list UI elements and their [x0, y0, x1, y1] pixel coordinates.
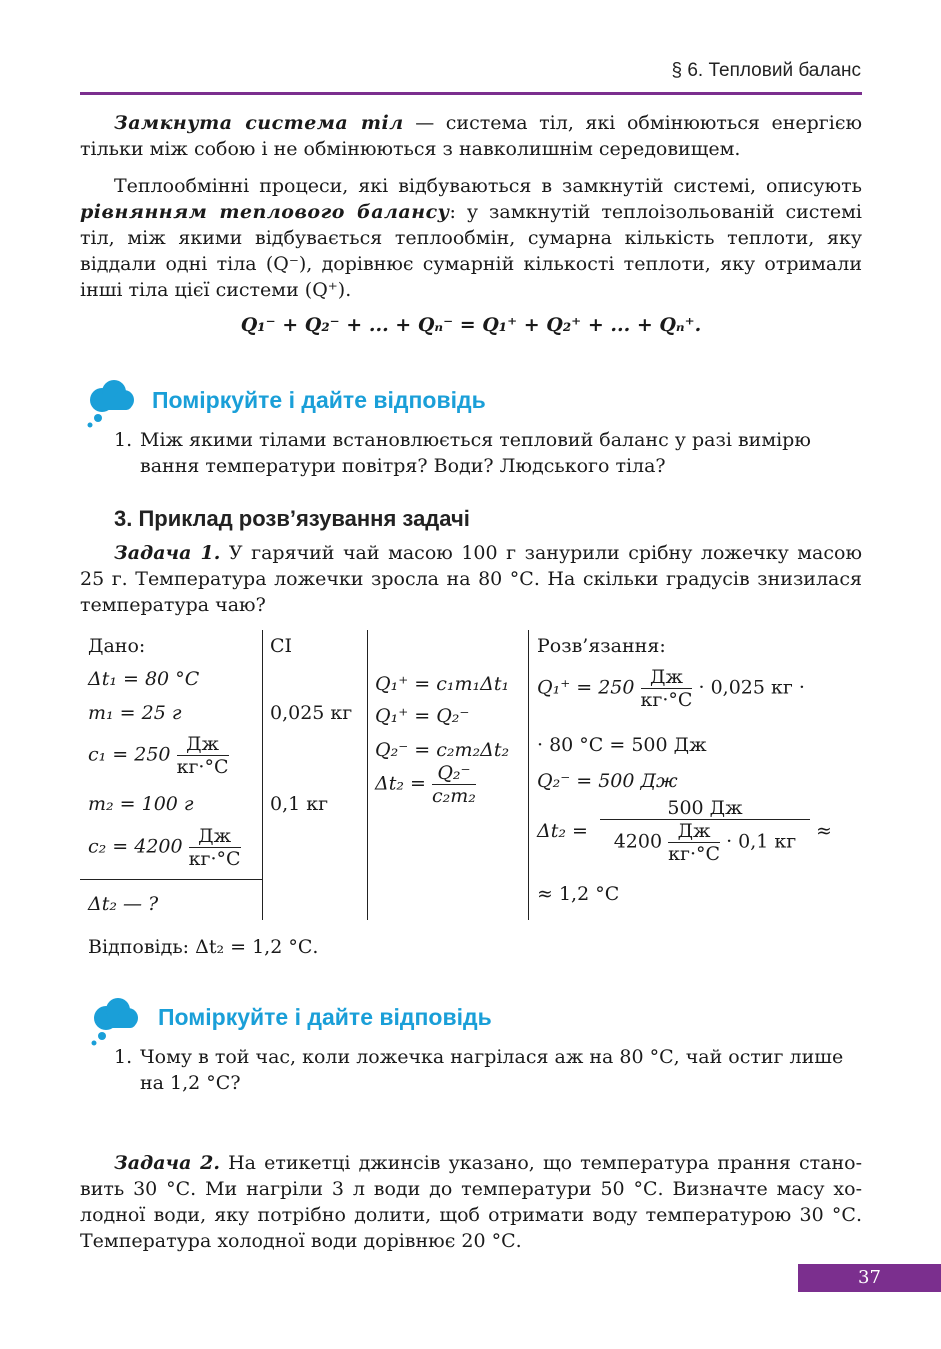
solution-step-3: Q₂⁻ = 500 Дж	[537, 770, 678, 792]
given-c2-lhs: c₂ = 4200	[88, 835, 183, 858]
task-1-text: У гарячий чай масою 100 г занурили срібну ложечку масою 25 г. Температура ложечки зросла на 80 °С. На скільки градусів знизилася температура чаю?	[80, 542, 862, 616]
solution-step-5: ≈ 1,2 °С	[537, 883, 620, 905]
think-title-1: Поміркуйте і дайте відповідь	[152, 387, 486, 413]
running-header: § 6. Тепловий баланс	[671, 60, 861, 81]
question-number: 1.	[114, 1046, 133, 1068]
unit-num: Дж	[189, 825, 241, 848]
balance-text-1: Теплообмінні процеси, які відбуваються в замкнутій системі, описують	[114, 175, 862, 197]
given-c2-unit	[189, 825, 241, 870]
answer-line: Відповідь: Δt₂ = 1,2 °С.	[88, 936, 319, 958]
cloud-thought-icon	[88, 996, 140, 1048]
given-c2	[88, 825, 241, 870]
formula-4-den: c₂m₂	[431, 785, 476, 807]
formula-4-frac	[432, 762, 476, 807]
si-m2: 0,1 кг	[270, 793, 329, 815]
si-header: СІ	[270, 635, 293, 657]
solution-4-unit	[668, 820, 720, 865]
given-c1-unit	[177, 733, 229, 778]
formula-1: Q₁⁺ = c₁m₁Δt₁	[375, 673, 510, 695]
task-2-label: Задача 2.	[114, 1152, 220, 1174]
question-number: 1.	[114, 429, 133, 451]
formula-3: Q₂⁻ = c₂m₂Δt₂	[375, 739, 510, 761]
given-c1	[88, 733, 229, 778]
header-rule	[80, 92, 862, 95]
unit-den: кг·°С	[176, 756, 229, 778]
solution-4-den-lhs: 4200	[613, 830, 663, 853]
question-line-1: Між якими тілами встановлюється тепловий баланс у разі вимірю	[140, 429, 811, 451]
given-find: Δt₂ — ?	[88, 893, 159, 915]
definition-text: — система тіл, які обмінюються енергією тільки між собою і не обмінюються з навколишнім середовищем.	[80, 112, 863, 160]
solution-4-den	[600, 820, 810, 865]
task-2-paragraph	[80, 1150, 862, 1254]
table-divider-3	[528, 630, 529, 920]
formula-4	[375, 762, 476, 807]
given-m2: m₂ = 100 г	[88, 793, 194, 815]
term-heat-balance: рівнянням теплового балансу	[80, 201, 450, 223]
definition-paragraph	[80, 110, 862, 162]
solution-step-4	[537, 797, 832, 865]
given-rule	[80, 879, 262, 880]
formula-4-lhs: Δt₂ =	[375, 772, 426, 795]
unit-num: Дж	[668, 820, 720, 843]
given-header: Дано:	[88, 635, 146, 657]
solution-1-rhs: · 0,025 кг ·	[698, 676, 805, 699]
solution-4-den-rhs: · 0,1 кг	[726, 830, 797, 853]
unit-num: Дж	[177, 733, 229, 756]
table-divider-1	[262, 630, 263, 920]
balance-text-2: : у замкнутій теплоізольованій системі тіл, між якими відбувається теплообмін, сумарна кількість теплоти, яку віддали одні тіла (Q⁻), дорівнює сумарній кількості теплоти, яку отримали інші тіла цієї системи (Q⁺).	[80, 201, 862, 301]
solution-step-2: · 80 °С = 500 Дж	[537, 734, 707, 756]
given-m1: m₁ = 25 г	[88, 702, 182, 724]
solution-4-lhs: Δt₂ =	[537, 820, 588, 842]
given-dt1: Δt₁ = 80 °С	[88, 668, 200, 690]
unit-den: кг·°С	[640, 689, 693, 711]
think-title-2: Поміркуйте і дайте відповідь	[158, 1004, 492, 1030]
page-number: 37	[798, 1264, 941, 1292]
unit-den: кг·°С	[188, 848, 241, 870]
question-line-1: Чому в той час, коли ложечка нагрілася аж на 80 °С, чай остиг лише	[140, 1046, 844, 1068]
formula-2: Q₁⁺ = Q₂⁻	[375, 705, 470, 727]
table-divider-2	[367, 630, 368, 920]
question-line-2: на 1,2 °С?	[140, 1072, 241, 1094]
solution-4-approx: ≈	[816, 820, 832, 842]
balance-paragraph	[80, 173, 862, 303]
cloud-thought-icon	[84, 378, 136, 430]
formula-4-num: Q₂⁻	[432, 762, 476, 785]
task-1-paragraph	[80, 540, 862, 618]
given-c1-lhs: c₁ = 250	[88, 743, 171, 766]
question-line-2: вання температури повітря? Води? Людського тіла?	[140, 455, 666, 477]
solution-header: Розв’язання:	[537, 635, 666, 657]
question-item-1	[114, 427, 862, 479]
question-item-2	[114, 1044, 862, 1096]
si-m1: 0,025 кг	[270, 702, 353, 724]
solution-1-unit	[641, 666, 693, 711]
unit-num: Дж	[641, 666, 693, 689]
task-1-label: Задача 1.	[114, 542, 221, 564]
term-closed-system: Замкнута система тіл	[114, 112, 404, 134]
heat-balance-equation: Q₁⁻ + Q₂⁻ + ... + Qₙ⁻ = Q₁⁺ + Q₂⁺ + ... + Qₙ⁺.	[240, 314, 702, 336]
section-title: 3. Приклад розв’язування задачі	[114, 506, 470, 531]
solution-step-1	[537, 666, 805, 711]
solution-1-lhs: Q₁⁺ = 250	[537, 676, 635, 699]
task-2-text: На етикетці джинсів указано, що температура прання становить 30 °С. Ми нагріли 3 л води до температури 50 °С. Визначте масу холодної води, яку потрібно долити, щоб отримати воду температурою 30 °С. Температура холодної води дорівнює 20 °С.	[80, 1152, 862, 1252]
solution-4-num: 500 Дж	[600, 797, 810, 820]
solution-4-frac	[600, 797, 810, 865]
unit-den: кг·°С	[668, 843, 721, 865]
